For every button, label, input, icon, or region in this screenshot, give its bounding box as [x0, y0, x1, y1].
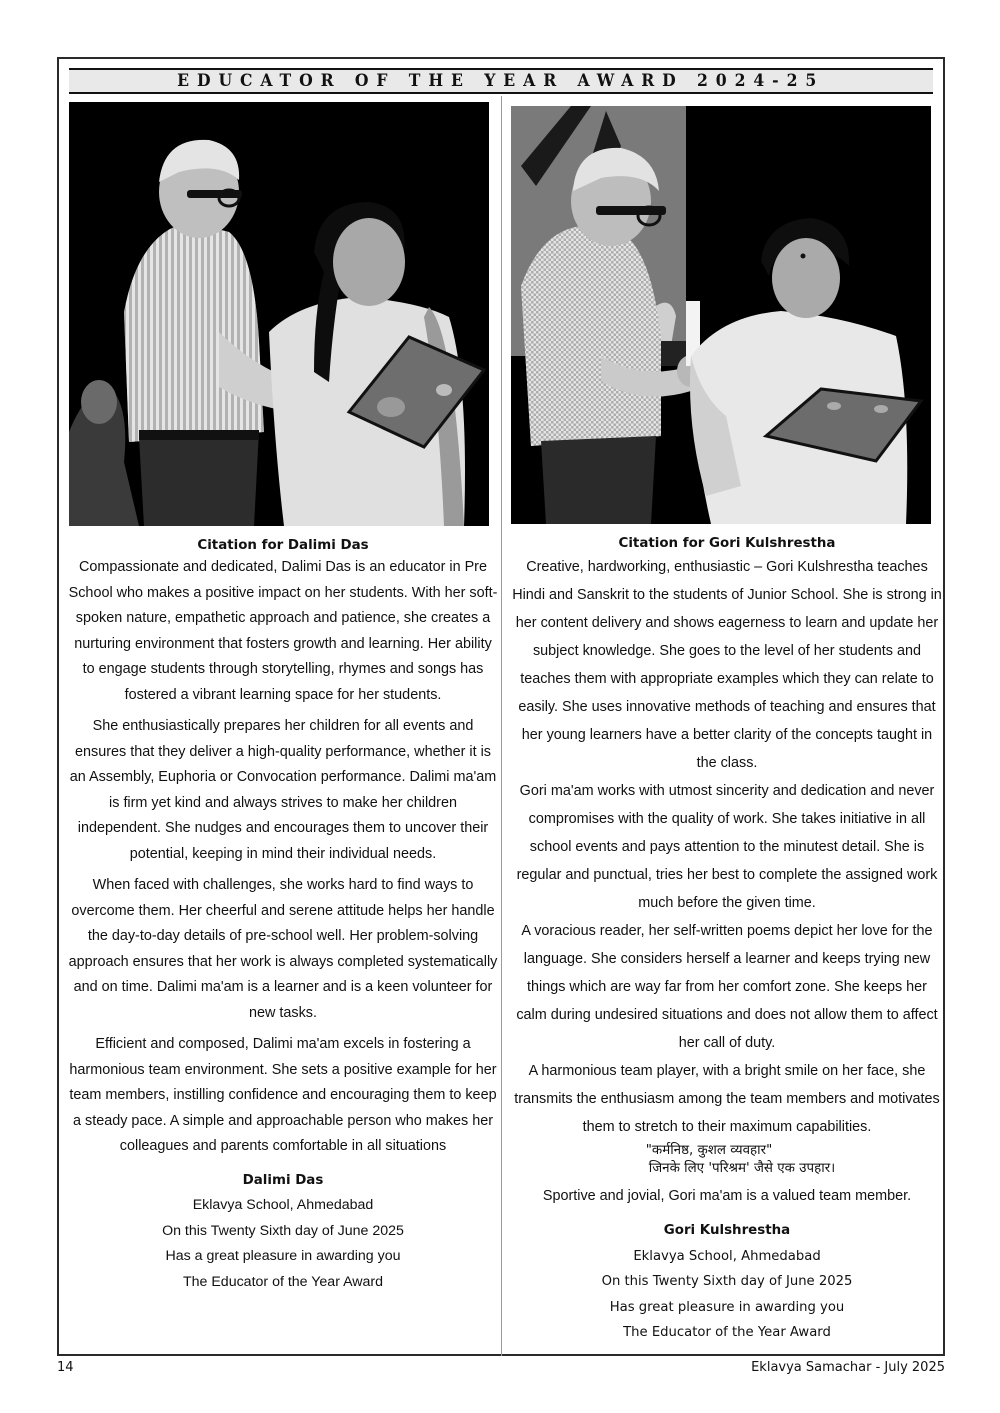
page-number: 14 — [57, 1360, 74, 1375]
citation-paragraph: Creative, hardworking, enthusiastic – Gori Kulshrestha teaches Hindi and Sanskrit to the students of Junior School. She is strong in her content delivery and shows eagerness to learn and update her subject knowledge. She goes to the level of her students and teaches them with appropriate examples which they can relate to easily. She uses innovative methods of teaching and ensures that her young learners have a better clarity of the concepts taught in the class. — [512, 559, 942, 771]
citation-paragraph: She enthusiastically prepares her children for all events and ensures that they deliver a high-quality performance, whether it is an Assembly, Euphoria or Convocation performance. Dalimi ma'am is firm yet kind and always strives to make her children independent. She nudges and encourages them to uncover their potential, keeping in mind their individual needs. — [69, 718, 497, 862]
award-pleasure-line: Has a great pleasure in awarding you — [165, 1248, 401, 1264]
award-presentation-photo-icon — [69, 102, 489, 526]
school-name: Eklavya School, Ahmedabad — [192, 1197, 374, 1213]
page-frame — [57, 57, 945, 1356]
publication-footer: Eklavya Samachar - July 2025 — [751, 1360, 945, 1375]
citation-paragraph: Compassionate and dedicated, Dalimi Das is an educator in Pre School who makes a positive impact on her students. With her soft-spoken nature, empathetic approach and patience, she creates a nurturing environment that fosters growth and learning. Her ability to engage students through storytelling, rhymes and songs has fostered a vibrant learning space for her students. — [68, 559, 498, 703]
page-title: EDUCATOR OF THE YEAR AWARD 2024-25 — [177, 71, 825, 91]
citation-heading: Citation for Dalimi Das — [197, 538, 369, 553]
hindi-line: जिनके लिए 'परिश्रम' जैसे एक उपहार। — [648, 1161, 836, 1176]
column-divider — [501, 96, 502, 1356]
citation-paragraph: Efficient and composed, Dalimi ma'am excels in fostering a harmonious team environment. She sets a positive example for her team members, instilling confidence and encouraging them to keep a steady pace. A simple and approachable person who makes her colleagues and parents comfortable in all situations — [69, 1036, 497, 1154]
award-pleasure-line: Has great pleasure in awarding you — [609, 1299, 845, 1315]
award-name: The Educator of the Year Award — [182, 1273, 384, 1290]
awardee-name: Gori Kulshrestha — [663, 1223, 791, 1238]
award-photo-dalimi-das — [69, 102, 489, 526]
award-presentation-photo-icon — [511, 106, 931, 524]
award-photo-gori-kulshrestha — [511, 106, 931, 524]
award-signoff — [67, 1168, 499, 1296]
title-band — [69, 68, 933, 94]
citation-paragraph: A voracious reader, her self-written poems depict her love for the language. She considers herself a learner and keeps trying new things which are way far from her comfort zone. She keeps her calm during undesired situations and does not allow them to affect her call of duty. — [516, 923, 938, 1051]
hindi-line: "कर्मनिष्ठ, कुशल व्यवहार" — [645, 1143, 773, 1158]
award-date: On this Twenty Sixth day of June 2025 — [162, 1222, 404, 1239]
award-name: The Educator of the Year Award — [623, 1325, 831, 1340]
awardee-name: Dalimi Das — [242, 1172, 324, 1188]
award-date: On this Twenty Sixth day of June 2025 — [601, 1274, 853, 1289]
citation-heading: Citation for Gori Kulshrestha — [618, 536, 836, 551]
hindi-couplet — [511, 1142, 943, 1178]
citation-paragraph: Gori ma'am works with utmost sincerity and dedication and never compromises with the quality of work. She takes initiative in all school events and pays attention to the minutest detail. She is regular and punctual, tries her best to complete the assigned work much before the given time. — [516, 783, 938, 911]
citation-paragraph: When faced with challenges, she works hard to find ways to overcome them. Her cheerful and serene attitude helps her handle the day-to-day details of pre-school well. Her problem-solving approach ensures that her work is always completed systematically and on time. Dalimi ma'am is a learner and is a keen volunteer for new tasks. — [68, 877, 498, 1021]
citation-column-left — [67, 96, 499, 1295]
award-signoff — [511, 1218, 943, 1346]
citation-closing: Sportive and jovial, Gori ma'am is a valued team member. — [542, 1188, 912, 1204]
citation-column-right — [511, 96, 943, 1346]
citation-paragraph: A harmonious team player, with a bright smile on her face, she transmits the enthusiasm among the team members and motivates them to stretch to their maximum capabilities. — [514, 1063, 940, 1135]
school-name: Eklavya School, Ahmedabad — [633, 1248, 821, 1264]
